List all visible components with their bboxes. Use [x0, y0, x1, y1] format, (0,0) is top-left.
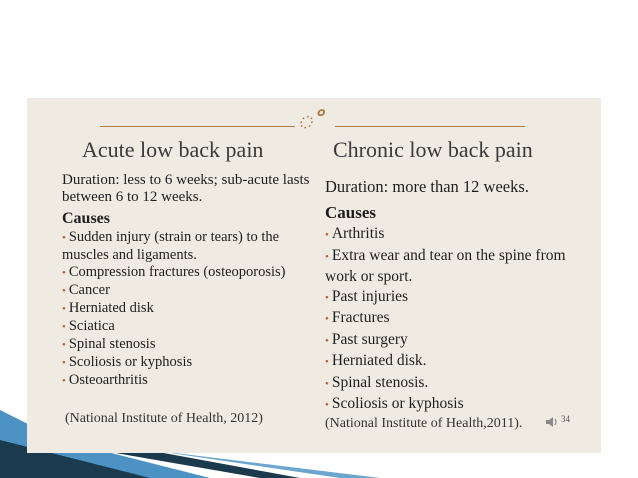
list-item	[62, 336, 312, 354]
list-item-text: Compression fractures (osteoporosis)	[68, 264, 286, 280]
chronic-duration: Duration: more than 12 weeks.	[325, 177, 529, 196]
bullet-icon: •	[325, 291, 329, 304]
list-item	[62, 264, 312, 282]
header-rule-left	[100, 126, 295, 127]
list-item-text: Past injuries	[331, 287, 409, 305]
list-item	[62, 282, 312, 300]
acute-causes-label: Causes	[62, 210, 111, 227]
list-item	[62, 318, 312, 336]
bullet-icon: •	[325, 399, 329, 411]
list-item-text: Extra wear and tear on the spine from work or sport.	[325, 246, 566, 285]
list-item-text: Herniated disk	[68, 300, 154, 316]
list-item-text: Fractures	[331, 309, 390, 326]
acute-heading: Acute low back pain	[82, 137, 264, 162]
list-item-text: Sudden injury (strain or tears) to the muscles and ligaments.	[62, 229, 280, 263]
list-item-text: Spinal stenosis.	[331, 373, 429, 391]
list-item-text: Scoliosis or kyphosis	[331, 395, 464, 412]
list-item	[325, 224, 587, 246]
list-item-text: Arthritis	[331, 225, 385, 242]
bullet-icon: •	[325, 250, 329, 263]
bullet-icon: •	[325, 377, 329, 390]
list-item	[325, 330, 587, 352]
chronic-citation: (National Institute of Health,2011).	[325, 416, 523, 431]
list-item-text: Spinal stenosis	[68, 336, 156, 352]
list-item	[62, 354, 312, 372]
chronic-heading: Chronic low back pain	[333, 137, 533, 162]
bullet-icon: •	[325, 313, 329, 325]
list-item-text: Cancer	[68, 282, 110, 298]
list-item	[62, 372, 312, 390]
bullet-icon: •	[325, 334, 329, 347]
chronic-column	[325, 177, 587, 416]
list-item-text: Herniated disk.	[331, 352, 427, 369]
bullet-icon: •	[62, 321, 66, 333]
bullet-icon: •	[62, 303, 66, 315]
list-item	[62, 229, 312, 264]
chronic-causes-label: Causes	[325, 202, 377, 222]
list-item-text: Osteoarthritis	[68, 372, 148, 388]
acute-column	[62, 172, 312, 390]
page-number: 34	[561, 414, 570, 424]
bullet-icon: •	[325, 229, 329, 241]
bullet-icon: •	[62, 357, 66, 369]
list-item	[62, 300, 312, 318]
list-item	[325, 394, 587, 416]
acute-citation: (National Institute of Health, 2012)	[65, 411, 263, 426]
header-rule-right	[335, 126, 525, 127]
bullet-icon: •	[62, 375, 66, 387]
speaker-icon[interactable]	[545, 415, 559, 429]
list-item-text: Scoliosis or kyphosis	[68, 354, 193, 370]
bullet-icon: •	[62, 267, 66, 279]
bullet-icon: •	[62, 285, 66, 297]
bullet-icon: •	[325, 356, 329, 368]
bullet-icon: •	[62, 339, 66, 351]
list-item	[325, 351, 587, 373]
list-item-text: Sciatica	[68, 318, 115, 334]
list-item-text: Past surgery	[331, 330, 408, 348]
acute-duration: Duration: less to 6 weeks; sub-acute lasts between 6 to 12 weeks.	[62, 172, 310, 205]
list-item	[325, 308, 587, 330]
list-item	[325, 246, 587, 287]
list-item	[325, 373, 587, 395]
bullet-icon: •	[62, 232, 66, 244]
ornament-icon: ೳ	[297, 105, 322, 136]
list-item	[325, 287, 587, 309]
